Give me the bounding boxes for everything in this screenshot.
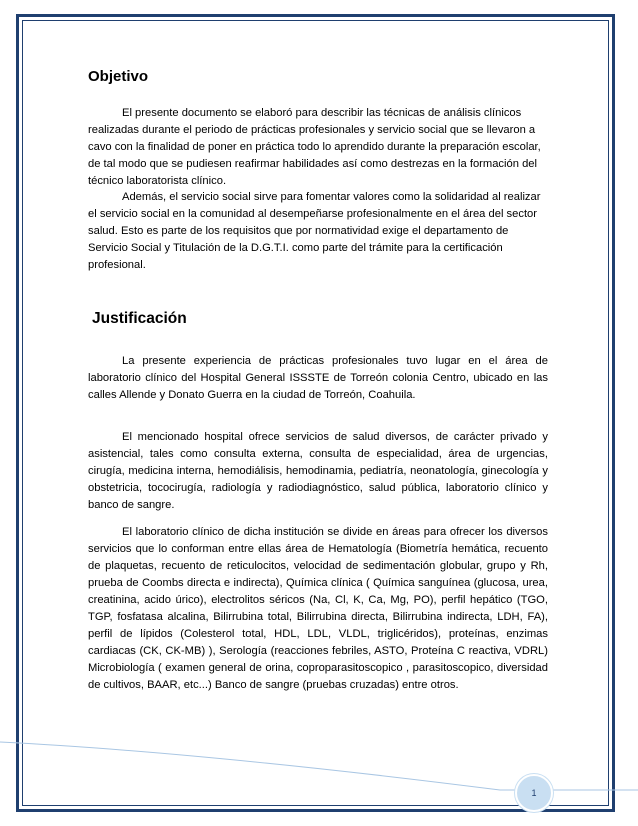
- justificacion-paragraph-2: El mencionado hospital ofrece servicios de salud diversos, de carácter privado y asistencial, tales como consulta externa, consulta de especialidad, área de urgencias, cirugía, medicina interna, hemodiálisis, hemodinamia, pediatría, neonatología, ginecología y obstetricia, tococirugía, radiología y radiodiagnóstico, salud pública, laboratorio clínico y banco de sangre.: [88, 431, 548, 511]
- justificacion-heading: Justificación: [92, 310, 187, 327]
- justificacion-paragraph-3: El laboratorio clínico de dicha institución se divide en áreas para ofrecer los diversos servicios que lo conforman entre ellas área de Hematología (Biometría hemática, recuento de plaquetas, recuento de reticulocitos, velocidad de sedimentación globular, grupo y Rh, prueba de Coombs directa e indirecta), Química clínica ( Química sanguínea (glucosa, urea, creatinina, acido úrico), electrolitos séricos (Na, Cl, K, Ca, Mg, PO), perfil hepático (TGO, TGP, fosfatasa alcalina, Bilirrubina total, Bilirrubina directa, Bilirrubina indirecta, LDH, FA), perfil de lípidos (Colesterol total, HDL, LDL, VLDL, triglicéridos), proteínas, enzimas cardiacas (CK, CK-MB) ), Serología (reacciones febriles, ASTO, Proteína C reactiva, VDRL) Microbiología ( examen general de orina, coproparasitoscopico , parasitoscopico, diversidad de cultivos, BAAR, etc...) Banco de sangre (pruebas cruzadas) entre otros.: [88, 526, 548, 691]
- objetivo-heading: Objetivo: [88, 68, 149, 85]
- objetivo-paragraph-2: Además, el servicio social sirve para fomentar valores como la solidaridad al realizar el servicio social en la comunidad al desempeñarse profesionalmente en el área del sector salud. Esto es parte de los requisitos que por normatividad exige el departamento de Servicio Social y Titulación de la D.G.T.I. como parte del trámite para la certificación profesional.: [88, 191, 541, 271]
- page-number-badge: [515, 774, 553, 812]
- objetivo-paragraph-1: El presente documento se elaboró para describir las técnicas de análisis clínicos realizadas durante el periodo de prácticas profesionales y servicio social que se llevaron a cavo con la finalidad de poner en práctica todo lo aprendido durante la preparación escolar, de tal modo que se pudiesen reafirmar habilidades así como destrezas en la formación del técnico laboratorista clínico.: [88, 107, 541, 187]
- justificacion-paragraph-1: La presente experiencia de prácticas profesionales tuvo lugar en el área de laboratorio clínico del Hospital General ISSSTE de Torreón colonia Centro, ubicado en las calles Allende y Donato Guerra en la ciudad de Torreón, Coahuila.: [88, 355, 548, 401]
- page-number: 1: [531, 788, 537, 798]
